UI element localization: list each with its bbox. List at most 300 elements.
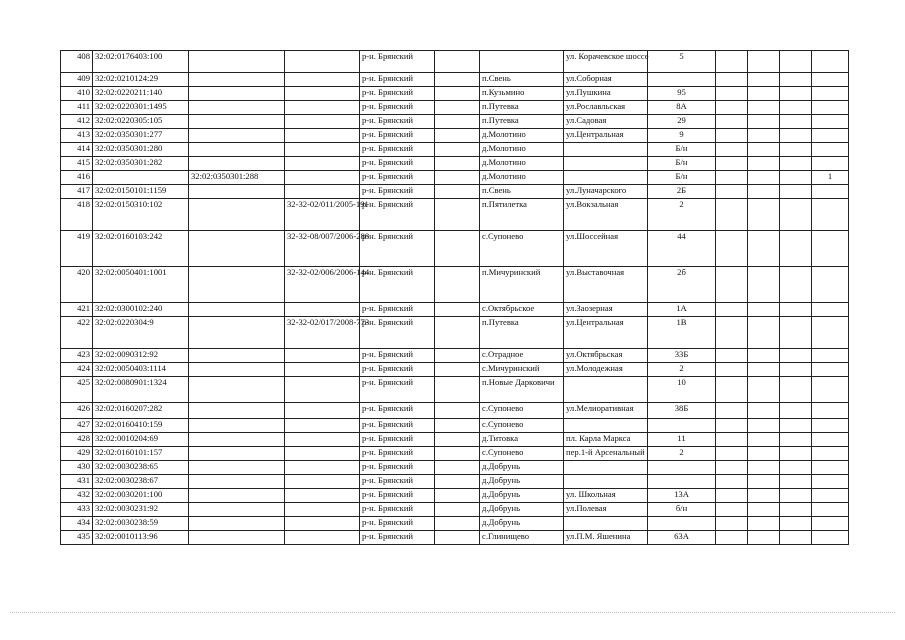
cell-street <box>564 475 648 489</box>
cell-street: пл. Карла Маркса <box>564 433 648 447</box>
cell-reg <box>285 447 360 461</box>
table-row <box>61 51 849 73</box>
cell-c12 <box>812 489 849 503</box>
cell-dist: р-н. Брянский <box>360 403 435 419</box>
cell-c12 <box>812 101 849 115</box>
cell-reg <box>285 419 360 433</box>
cell-c10 <box>748 231 780 267</box>
cell-house: Б/н <box>648 143 716 157</box>
cell-house: 38Б <box>648 403 716 419</box>
cell-cad2 <box>189 489 285 503</box>
cell-cad <box>93 171 189 185</box>
cell-c11 <box>780 231 812 267</box>
cell-c9 <box>716 419 748 433</box>
cell-c9 <box>716 503 748 517</box>
cell-cad2 <box>189 377 285 403</box>
cell-n: 409 <box>61 73 93 87</box>
cell-cad: 32:02:0150310:102 <box>93 199 189 231</box>
cell-cad: 32:02:0350301:277 <box>93 129 189 143</box>
cell-loc: д.Молотино <box>480 129 564 143</box>
cell-house: 95 <box>648 87 716 101</box>
cell-reg <box>285 377 360 403</box>
cell-c5 <box>435 51 480 73</box>
cell-dist: р-н. Брянский <box>360 171 435 185</box>
cell-loc: п.Свень <box>480 73 564 87</box>
cell-dist: р-н. Брянский <box>360 461 435 475</box>
cell-dist: р-н. Брянский <box>360 447 435 461</box>
cell-c10 <box>748 73 780 87</box>
cell-n: 429 <box>61 447 93 461</box>
cell-cad: 32:02:0030201:100 <box>93 489 189 503</box>
cell-c10 <box>748 461 780 475</box>
cell-c10 <box>748 363 780 377</box>
cell-loc: д.Добрунь <box>480 517 564 531</box>
cell-c5 <box>435 317 480 349</box>
cell-loc: д.Молотино <box>480 143 564 157</box>
cell-c9 <box>716 403 748 419</box>
cell-loc: с.Супонево <box>480 447 564 461</box>
cell-reg <box>285 171 360 185</box>
table-row <box>61 447 849 461</box>
cell-c10 <box>748 303 780 317</box>
cell-c9 <box>716 115 748 129</box>
cell-loc: с.Октябрьское <box>480 303 564 317</box>
cell-c11 <box>780 517 812 531</box>
cell-c12 <box>812 87 849 101</box>
cell-house: 2Б <box>648 185 716 199</box>
cell-c11 <box>780 317 812 349</box>
cell-dist: р-н. Брянский <box>360 73 435 87</box>
cell-c5 <box>435 171 480 185</box>
cell-dist: р-н. Брянский <box>360 349 435 363</box>
cell-n: 427 <box>61 419 93 433</box>
cell-reg <box>285 73 360 87</box>
cell-c5 <box>435 489 480 503</box>
cell-c10 <box>748 503 780 517</box>
cell-c12 <box>812 143 849 157</box>
cell-cad: 32:02:0220304:9 <box>93 317 189 349</box>
cell-c5 <box>435 517 480 531</box>
table-row <box>61 317 849 349</box>
table-body <box>61 51 849 545</box>
cell-dist: р-н. Брянский <box>360 231 435 267</box>
table-row <box>61 303 849 317</box>
cell-loc: с.Супонево <box>480 403 564 419</box>
cell-loc: с.Глинищево <box>480 531 564 545</box>
cell-dist: р-н. Брянский <box>360 433 435 447</box>
cell-c12 <box>812 157 849 171</box>
cell-cad2 <box>189 461 285 475</box>
cell-c10 <box>748 51 780 73</box>
cell-c5 <box>435 231 480 267</box>
cell-cad: 32:02:0350301:280 <box>93 143 189 157</box>
cell-house: 11 <box>648 433 716 447</box>
cell-street: ул.Выставочная <box>564 267 648 303</box>
cell-cad2 <box>189 87 285 101</box>
cell-c11 <box>780 143 812 157</box>
cell-c12: 1 <box>812 171 849 185</box>
cell-c12 <box>812 231 849 267</box>
cell-street: ул. Школьная <box>564 489 648 503</box>
cell-n: 417 <box>61 185 93 199</box>
cell-cad: 32:02:0350301:282 <box>93 157 189 171</box>
cell-c5 <box>435 461 480 475</box>
cell-street: ул.П.М. Яшенина <box>564 531 648 545</box>
cell-c9 <box>716 143 748 157</box>
cell-c5 <box>435 267 480 303</box>
cell-n: 428 <box>61 433 93 447</box>
cell-c9 <box>716 101 748 115</box>
cell-c11 <box>780 349 812 363</box>
cell-c10 <box>748 433 780 447</box>
cell-cad: 32:02:0050403:1114 <box>93 363 189 377</box>
cell-cad: 32:02:0220211:140 <box>93 87 189 101</box>
cell-house: 5 <box>648 51 716 73</box>
document-page <box>60 50 849 545</box>
cell-reg <box>285 87 360 101</box>
table-row <box>61 185 849 199</box>
cell-street <box>564 377 648 403</box>
cell-c12 <box>812 503 849 517</box>
cell-c11 <box>780 101 812 115</box>
cell-c11 <box>780 199 812 231</box>
cell-cad2 <box>189 403 285 419</box>
cell-reg <box>285 461 360 475</box>
cell-street: ул.Садовая <box>564 115 648 129</box>
cell-loc: п.Мичуринский <box>480 267 564 303</box>
cell-c11 <box>780 403 812 419</box>
cell-c9 <box>716 267 748 303</box>
table-row <box>61 199 849 231</box>
property-registry-table <box>60 50 849 545</box>
cell-c11 <box>780 171 812 185</box>
cell-dist: р-н. Брянский <box>360 363 435 377</box>
cell-c11 <box>780 115 812 129</box>
cell-c9 <box>716 489 748 503</box>
cell-cad2 <box>189 447 285 461</box>
cell-cad2 <box>189 349 285 363</box>
cell-cad2 <box>189 73 285 87</box>
cell-c9 <box>716 363 748 377</box>
cell-c10 <box>748 403 780 419</box>
cell-c5 <box>435 531 480 545</box>
cell-c12 <box>812 475 849 489</box>
cell-cad: 32:02:0220305:105 <box>93 115 189 129</box>
cell-c10 <box>748 349 780 363</box>
cell-c10 <box>748 447 780 461</box>
cell-c5 <box>435 129 480 143</box>
cell-c5 <box>435 363 480 377</box>
cell-c12 <box>812 51 849 73</box>
cell-street: ул.Центральная <box>564 317 648 349</box>
cell-c10 <box>748 517 780 531</box>
cell-c11 <box>780 157 812 171</box>
table-row <box>61 517 849 531</box>
cell-c10 <box>748 419 780 433</box>
cell-n: 424 <box>61 363 93 377</box>
cell-reg <box>285 433 360 447</box>
table-row <box>61 267 849 303</box>
cell-c10 <box>748 185 780 199</box>
cell-reg <box>285 503 360 517</box>
cell-cad2 <box>189 101 285 115</box>
cell-street <box>564 419 648 433</box>
cell-c5 <box>435 101 480 115</box>
cell-c9 <box>716 517 748 531</box>
cell-c12 <box>812 403 849 419</box>
cell-house: 33Б <box>648 349 716 363</box>
cell-street: ул.Мелиоративная <box>564 403 648 419</box>
cell-street <box>564 461 648 475</box>
cell-cad2 <box>189 157 285 171</box>
cell-c5 <box>435 475 480 489</box>
cell-n: 426 <box>61 403 93 419</box>
cell-house: 2 <box>648 447 716 461</box>
cell-n: 420 <box>61 267 93 303</box>
cell-cad: 32:02:0010204:69 <box>93 433 189 447</box>
cell-c9 <box>716 433 748 447</box>
cell-n: 432 <box>61 489 93 503</box>
table-row <box>61 489 849 503</box>
cell-c9 <box>716 377 748 403</box>
cell-c5 <box>435 403 480 419</box>
cell-c12 <box>812 531 849 545</box>
table-row <box>61 419 849 433</box>
cell-n: 413 <box>61 129 93 143</box>
cell-c9 <box>716 157 748 171</box>
cell-cad2 <box>189 267 285 303</box>
cell-house: Б/н <box>648 157 716 171</box>
cell-c12 <box>812 363 849 377</box>
cell-n: 430 <box>61 461 93 475</box>
cell-loc: п.Путевка <box>480 317 564 349</box>
cell-c11 <box>780 489 812 503</box>
cell-loc: с.Супонево <box>480 419 564 433</box>
cell-cad2 <box>189 317 285 349</box>
cell-reg <box>285 143 360 157</box>
cell-c9 <box>716 461 748 475</box>
cell-c9 <box>716 349 748 363</box>
cell-cad: 32:02:0030238:65 <box>93 461 189 475</box>
cell-reg <box>285 303 360 317</box>
cell-loc: п.Новые Дарковичи <box>480 377 564 403</box>
cell-c5 <box>435 303 480 317</box>
cell-c10 <box>748 267 780 303</box>
cell-c9 <box>716 171 748 185</box>
cell-dist: р-н. Брянский <box>360 531 435 545</box>
cell-c11 <box>780 433 812 447</box>
cell-cad2 <box>189 419 285 433</box>
table-row <box>61 433 849 447</box>
cell-c9 <box>716 447 748 461</box>
cell-c12 <box>812 433 849 447</box>
cell-c9 <box>716 475 748 489</box>
cell-c10 <box>748 87 780 101</box>
cell-dist: р-н. Брянский <box>360 267 435 303</box>
cell-c11 <box>780 447 812 461</box>
cell-c10 <box>748 199 780 231</box>
cell-dist: р-н. Брянский <box>360 115 435 129</box>
cell-c9 <box>716 303 748 317</box>
cell-c12 <box>812 419 849 433</box>
cell-house <box>648 517 716 531</box>
cell-c11 <box>780 363 812 377</box>
cell-street: ул.Луначарского <box>564 185 648 199</box>
table-row <box>61 349 849 363</box>
cell-n: 411 <box>61 101 93 115</box>
cell-n: 433 <box>61 503 93 517</box>
cell-c5 <box>435 185 480 199</box>
cell-reg: 32-32-02/011/2005-191 <box>285 199 360 231</box>
table-row <box>61 403 849 419</box>
cell-c5 <box>435 419 480 433</box>
cell-house: 8А <box>648 101 716 115</box>
cell-c12 <box>812 267 849 303</box>
cell-cad: 32:02:0030238:67 <box>93 475 189 489</box>
cell-reg <box>285 129 360 143</box>
cell-c12 <box>812 303 849 317</box>
cell-house: 10 <box>648 377 716 403</box>
cell-street: ул.Пушкина <box>564 87 648 101</box>
cell-house: 1В <box>648 317 716 349</box>
cell-n: 421 <box>61 303 93 317</box>
cell-loc: с.Супонево <box>480 231 564 267</box>
cell-n: 431 <box>61 475 93 489</box>
table-row <box>61 143 849 157</box>
cell-house <box>648 419 716 433</box>
cell-c12 <box>812 317 849 349</box>
table-row <box>61 87 849 101</box>
cell-c12 <box>812 377 849 403</box>
cell-c11 <box>780 531 812 545</box>
table-row <box>61 129 849 143</box>
cell-c10 <box>748 377 780 403</box>
cell-reg: 32-32-02/017/2008-773 <box>285 317 360 349</box>
cell-c9 <box>716 87 748 101</box>
cell-c12 <box>812 517 849 531</box>
cell-street: ул.Шоссейная <box>564 231 648 267</box>
cell-reg <box>285 51 360 73</box>
cell-dist: р-н. Брянский <box>360 503 435 517</box>
cell-c9 <box>716 185 748 199</box>
cell-reg <box>285 489 360 503</box>
cell-c10 <box>748 475 780 489</box>
cell-house: 13А <box>648 489 716 503</box>
cell-c5 <box>435 199 480 231</box>
cell-dist: р-н. Брянский <box>360 185 435 199</box>
cell-c11 <box>780 73 812 87</box>
cell-house: 63А <box>648 531 716 545</box>
cell-cad2 <box>189 433 285 447</box>
cell-cad2 <box>189 517 285 531</box>
cell-cad: 32:02:0080901:1324 <box>93 377 189 403</box>
cell-c5 <box>435 503 480 517</box>
cell-reg <box>285 517 360 531</box>
cell-c9 <box>716 317 748 349</box>
cell-street: ул.Октябрьская <box>564 349 648 363</box>
cell-cad: 32:02:0090312:92 <box>93 349 189 363</box>
cell-house: 29 <box>648 115 716 129</box>
cell-house <box>648 461 716 475</box>
cell-c9 <box>716 129 748 143</box>
cell-c11 <box>780 461 812 475</box>
cell-house: 2б <box>648 267 716 303</box>
cell-c9 <box>716 231 748 267</box>
cell-loc: п.Свень <box>480 185 564 199</box>
cell-c5 <box>435 73 480 87</box>
cell-dist: р-н. Брянский <box>360 129 435 143</box>
cell-cad: 32:02:0160101:157 <box>93 447 189 461</box>
cell-cad: 32:02:0030238:59 <box>93 517 189 531</box>
cell-cad: 32:02:0050401:1001 <box>93 267 189 303</box>
cell-house: 2 <box>648 363 716 377</box>
table-row <box>61 503 849 517</box>
table-row <box>61 531 849 545</box>
cell-n: 434 <box>61 517 93 531</box>
table-row <box>61 363 849 377</box>
cell-c5 <box>435 157 480 171</box>
cell-c10 <box>748 101 780 115</box>
cell-street <box>564 517 648 531</box>
cell-dist: р-н. Брянский <box>360 101 435 115</box>
cell-loc: д.Титовка <box>480 433 564 447</box>
cell-street <box>564 143 648 157</box>
cell-reg <box>285 185 360 199</box>
scan-noise-line <box>10 612 895 621</box>
cell-c9 <box>716 199 748 231</box>
cell-cad: 32:02:0210124:29 <box>93 73 189 87</box>
cell-dist: р-н. Брянский <box>360 87 435 101</box>
cell-n: 412 <box>61 115 93 129</box>
cell-dist: р-н. Брянский <box>360 157 435 171</box>
cell-street: ул.Рославльская <box>564 101 648 115</box>
cell-loc: д.Добрунь <box>480 489 564 503</box>
cell-c11 <box>780 129 812 143</box>
cell-n: 415 <box>61 157 93 171</box>
cell-cad: 32:02:0160103:242 <box>93 231 189 267</box>
cell-street: ул.Соборная <box>564 73 648 87</box>
table-row <box>61 461 849 475</box>
table-row <box>61 377 849 403</box>
cell-reg <box>285 157 360 171</box>
cell-c11 <box>780 267 812 303</box>
cell-house: 44 <box>648 231 716 267</box>
cell-n: 419 <box>61 231 93 267</box>
cell-c12 <box>812 447 849 461</box>
cell-cad2 <box>189 363 285 377</box>
cell-reg <box>285 363 360 377</box>
cell-cad2 <box>189 475 285 489</box>
cell-reg: 32-32-02/006/2006-144 <box>285 267 360 303</box>
cell-c11 <box>780 377 812 403</box>
cell-c10 <box>748 317 780 349</box>
table-row <box>61 115 849 129</box>
cell-c11 <box>780 303 812 317</box>
cell-dist: р-н. Брянский <box>360 51 435 73</box>
cell-cad: 32:02:0150101:1159 <box>93 185 189 199</box>
cell-street: пер.1-й Арсенальный <box>564 447 648 461</box>
cell-loc: п.Путевка <box>480 115 564 129</box>
cell-cad: 32:02:0160410:159 <box>93 419 189 433</box>
cell-c12 <box>812 199 849 231</box>
cell-cad: 32:02:0176403:100 <box>93 51 189 73</box>
cell-c5 <box>435 447 480 461</box>
cell-cad2 <box>189 199 285 231</box>
cell-c12 <box>812 185 849 199</box>
cell-c10 <box>748 143 780 157</box>
cell-reg <box>285 403 360 419</box>
cell-dist: р-н. Брянский <box>360 517 435 531</box>
